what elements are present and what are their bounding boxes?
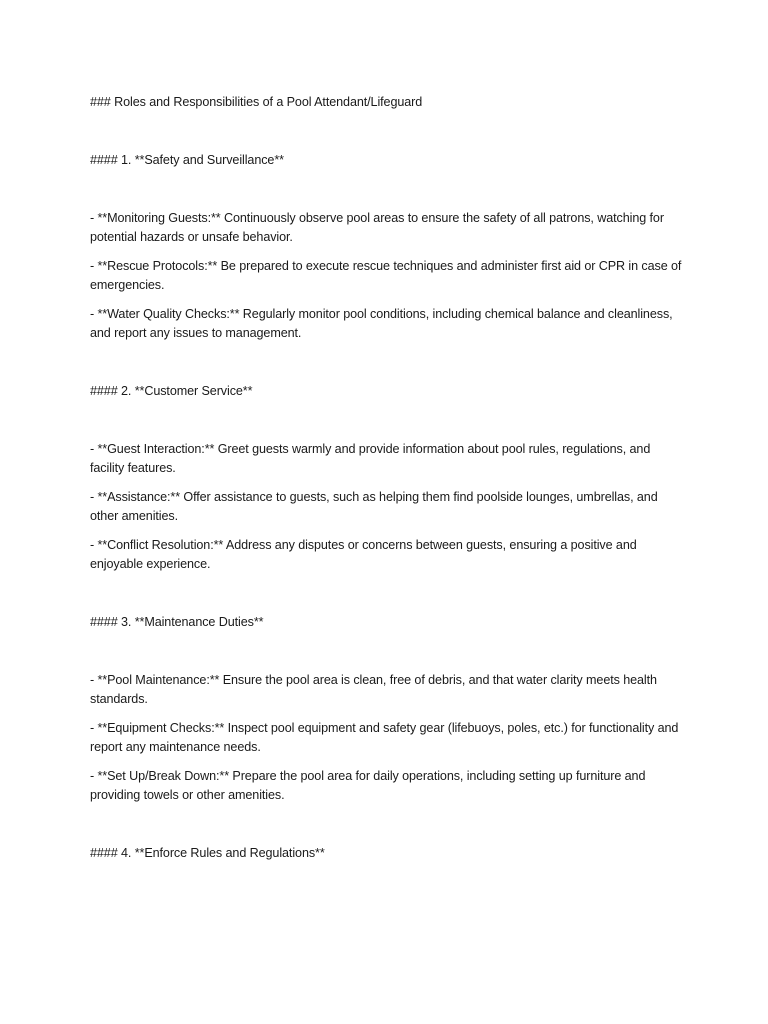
list-item: - **Conflict Resolution:** Address any disputes or concerns between guests, ensuring a positive and enjoyable experience. [90,538,637,571]
list-item: - **Water Quality Checks:** Regularly monitor pool conditions, including chemical balance and cleanliness, and report any issues to management. [90,307,673,340]
spacer [90,170,686,209]
document-body [90,93,686,863]
list-item: - **Set Up/Break Down:** Prepare the pool area for daily operations, including setting up furniture and providing towels or other amenities. [90,769,646,802]
spacer [90,112,686,151]
list-item: - **Guest Interaction:** Greet guests warmly and provide information about pool rules, regulations, and facility features. [90,442,651,475]
spacer [90,805,686,844]
list-item: - **Assistance:** Offer assistance to guests, such as helping them find poolside lounges, umbrellas, and other amenities. [90,490,658,523]
section-list-customer-service [90,440,686,574]
list-item: - **Rescue Protocols:** Be prepared to execute rescue techniques and administer first aid or CPR in case of emergencies. [90,259,682,292]
list-item: - **Monitoring Guests:** Continuously observe pool areas to ensure the safety of all patrons, watching for potential hazards or unsafe behavior. [90,211,664,244]
section-heading-safety: #### 1. **Safety and Surveillance** [90,153,284,167]
spacer [90,574,686,613]
spacer [90,343,686,382]
list-item: - **Pool Maintenance:** Ensure the pool area is clean, free of debris, and that water clarity meets health standards. [90,673,657,706]
section-heading-maintenance: #### 3. **Maintenance Duties** [90,615,264,629]
document-title: ### Roles and Responsibilities of a Pool Attendant/Lifeguard [90,95,423,109]
spacer [90,632,686,671]
section-heading-rules: #### 4. **Enforce Rules and Regulations** [90,846,325,860]
section-list-maintenance [90,671,686,805]
section-heading-customer-service: #### 2. **Customer Service** [90,384,253,398]
list-item: - **Equipment Checks:** Inspect pool equipment and safety gear (lifebuoys, poles, etc.) for functionality and report any maintenance needs. [90,721,679,754]
section-list-safety [90,209,686,343]
spacer [90,401,686,440]
